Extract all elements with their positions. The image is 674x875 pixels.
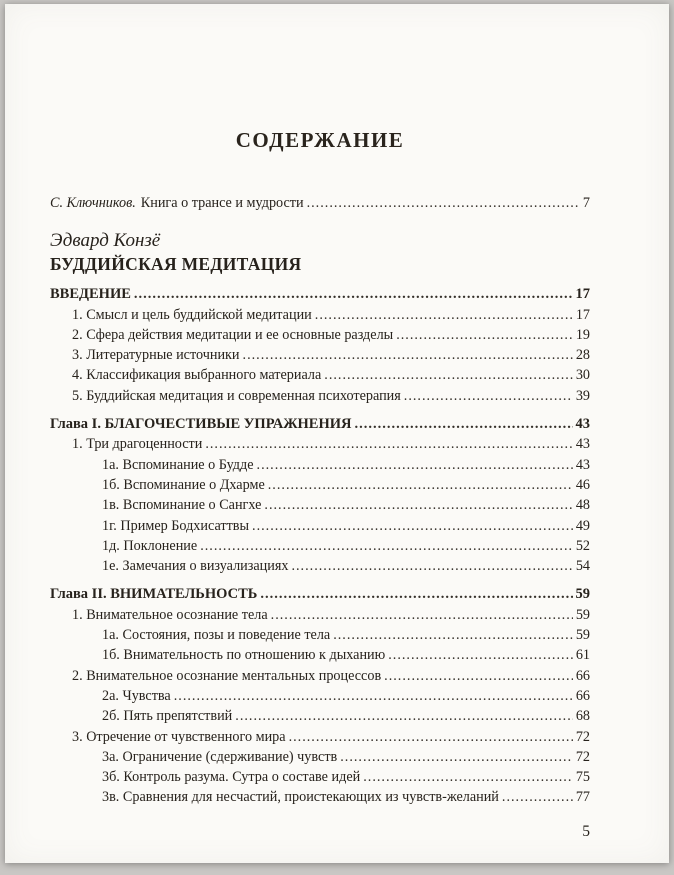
- dot-leader: [396, 325, 573, 345]
- table-of-contents: [50, 284, 590, 807]
- toc-entry: [50, 584, 590, 604]
- toc-entry: [50, 706, 590, 726]
- toc-entry: [50, 305, 590, 325]
- toc-entry-page-number: 43: [575, 416, 590, 433]
- toc-entry-label: 1д. Поклонение: [102, 537, 198, 554]
- toc-entry: [50, 605, 590, 625]
- dot-leader: [205, 434, 572, 454]
- toc-entry: [50, 536, 590, 556]
- toc-entry: [50, 787, 590, 807]
- toc-entry-label: 2б. Пять препятствий: [102, 708, 233, 725]
- toc-entry: [50, 345, 590, 365]
- toc-entry: [50, 645, 590, 665]
- book-page: [5, 4, 669, 863]
- toc-entry-page-number: 43: [575, 456, 590, 473]
- toc-entry-page-number: 54: [575, 558, 590, 575]
- toc-entry-label: Глава II. ВНИМАТЕЛЬНОСТЬ: [50, 586, 258, 603]
- preface-page-number: 7: [582, 195, 590, 211]
- toc-entry-page-number: 19: [575, 326, 590, 343]
- toc-entry-label: Глава I. БЛАГОЧЕСТИВЫЕ УПРАЖНЕНИЯ: [50, 416, 352, 433]
- toc-entry: [50, 414, 590, 434]
- toc-entry: [50, 747, 590, 767]
- toc-entry-label: 3а. Ограничение (сдерживание) чувств: [102, 748, 338, 765]
- toc-entry-page-number: 68: [575, 708, 590, 725]
- toc-entry-page-number: 39: [575, 387, 590, 404]
- toc-entry: [50, 386, 590, 406]
- preface-author: С. Ключников.: [50, 195, 136, 211]
- toc-entry-label: 1в. Вспоминание о Сангхе: [102, 497, 262, 514]
- toc-entry: [50, 365, 590, 385]
- toc-entry-label: 1б. Внимательность по отношению к дыханию: [102, 647, 386, 664]
- toc-entry: [50, 556, 590, 576]
- preface-entry: [50, 193, 590, 213]
- dot-leader: [363, 767, 573, 787]
- toc-entry-page-number: 52: [575, 537, 590, 554]
- toc-entry-page-number: 49: [575, 517, 590, 534]
- toc-entry: [50, 434, 590, 454]
- toc-entry: [50, 727, 590, 747]
- toc-entry: [50, 625, 590, 645]
- toc-entry-page-number: 61: [575, 647, 590, 664]
- toc-entry: [50, 495, 590, 515]
- dot-leader: [289, 727, 573, 747]
- toc-entry: [50, 767, 590, 787]
- dot-leader: [315, 305, 573, 325]
- dot-leader: [388, 645, 573, 665]
- dot-leader: [502, 787, 573, 807]
- toc-entry-page-number: 30: [575, 367, 590, 384]
- dot-leader: [260, 584, 572, 604]
- dot-leader: [268, 475, 573, 495]
- toc-entry-label: 4. Классификация выбранного материала: [72, 367, 322, 384]
- toc-entry-label: 5. Буддийская медитация и современная психотерапия: [72, 387, 401, 404]
- dot-leader: [200, 536, 573, 556]
- toc-entry: [50, 686, 590, 706]
- toc-entry-label: 3. Отречение от чувственного мира: [72, 728, 286, 745]
- dot-leader: [307, 193, 580, 213]
- toc-entry-page-number: 28: [575, 347, 590, 364]
- toc-entry-page-number: 59: [575, 586, 590, 603]
- toc-entry-page-number: 66: [575, 667, 590, 684]
- dot-leader: [252, 516, 573, 536]
- dot-leader: [355, 414, 573, 434]
- preface-title: Книга о трансе и мудрости: [140, 195, 304, 211]
- toc-entry: [50, 325, 590, 345]
- page-content: [50, 4, 590, 808]
- toc-entry-page-number: 43: [575, 436, 590, 453]
- toc-entry-page-number: 75: [575, 769, 590, 786]
- toc-entry-label: 1г. Пример Бодхисаттвы: [102, 517, 250, 534]
- toc-entry-label: 1. Смысл и цель буддийской медитации: [72, 306, 312, 323]
- book-title: БУДДИЙСКАЯ МЕДИТАЦИЯ: [50, 254, 302, 275]
- toc-entry-label: 1а. Вспоминание о Будде: [102, 456, 254, 473]
- toc-entry-label: 2а. Чувства: [102, 687, 171, 704]
- toc-entry-label: 1а. Состояния, позы и поведение тела: [102, 627, 331, 644]
- dot-leader: [243, 345, 573, 365]
- dot-leader: [404, 386, 573, 406]
- dot-leader: [340, 747, 573, 767]
- toc-entry-page-number: 59: [575, 627, 590, 644]
- toc-entry-label: 1. Внимательное осознание тела: [72, 606, 268, 623]
- book-author: Эдвард Конзё: [50, 230, 161, 252]
- toc-entry-page-number: 46: [575, 476, 590, 493]
- dot-leader: [174, 686, 573, 706]
- dot-leader: [235, 706, 573, 726]
- dot-leader: [324, 365, 573, 385]
- toc-entry-label: 3. Литературные источники: [72, 347, 240, 364]
- toc-entry-label: 1б. Вспоминание о Дхарме: [102, 476, 265, 493]
- toc-entry: [50, 475, 590, 495]
- dot-leader: [264, 495, 572, 515]
- dot-leader: [134, 284, 573, 304]
- toc-entry-label: 3в. Сравнения для несчастий, проистекающих из чувств-желаний: [102, 789, 499, 806]
- page-number: 5: [582, 823, 590, 840]
- toc-entry: [50, 455, 590, 475]
- toc-entry-page-number: 17: [575, 286, 590, 303]
- dot-leader: [291, 556, 572, 576]
- toc-entry-page-number: 59: [575, 606, 590, 623]
- toc-entry-page-number: 48: [575, 497, 590, 514]
- toc-entry-label: 1. Три драгоценности: [72, 436, 203, 453]
- toc-entry-page-number: 72: [575, 728, 590, 745]
- dot-leader: [257, 455, 573, 475]
- toc-entry: [50, 516, 590, 536]
- toc-entry-label: ВВЕДЕНИЕ: [50, 286, 131, 303]
- toc-entry-page-number: 77: [575, 789, 590, 806]
- toc-entry-page-number: 72: [575, 748, 590, 765]
- preface-label: [50, 193, 304, 213]
- dot-leader: [333, 625, 573, 645]
- toc-entry-label: 3б. Контроль разума. Сутра о составе идей: [102, 769, 361, 786]
- page-title: СОДЕРЖАНИЕ: [235, 128, 405, 152]
- toc-entry-label: 2. Сфера действия медитации и ее основные разделы: [72, 326, 394, 343]
- dot-leader: [271, 605, 573, 625]
- toc-entry-label: 2. Внимательное осознание ментальных процессов: [72, 667, 382, 684]
- toc-entry-label: 1е. Замечания о визуализациях: [102, 558, 289, 575]
- toc-entry-page-number: 66: [575, 687, 590, 704]
- toc-entry: [50, 284, 590, 304]
- toc-entry-page-number: 17: [575, 306, 590, 323]
- toc-entry: [50, 666, 590, 686]
- dot-leader: [384, 666, 573, 686]
